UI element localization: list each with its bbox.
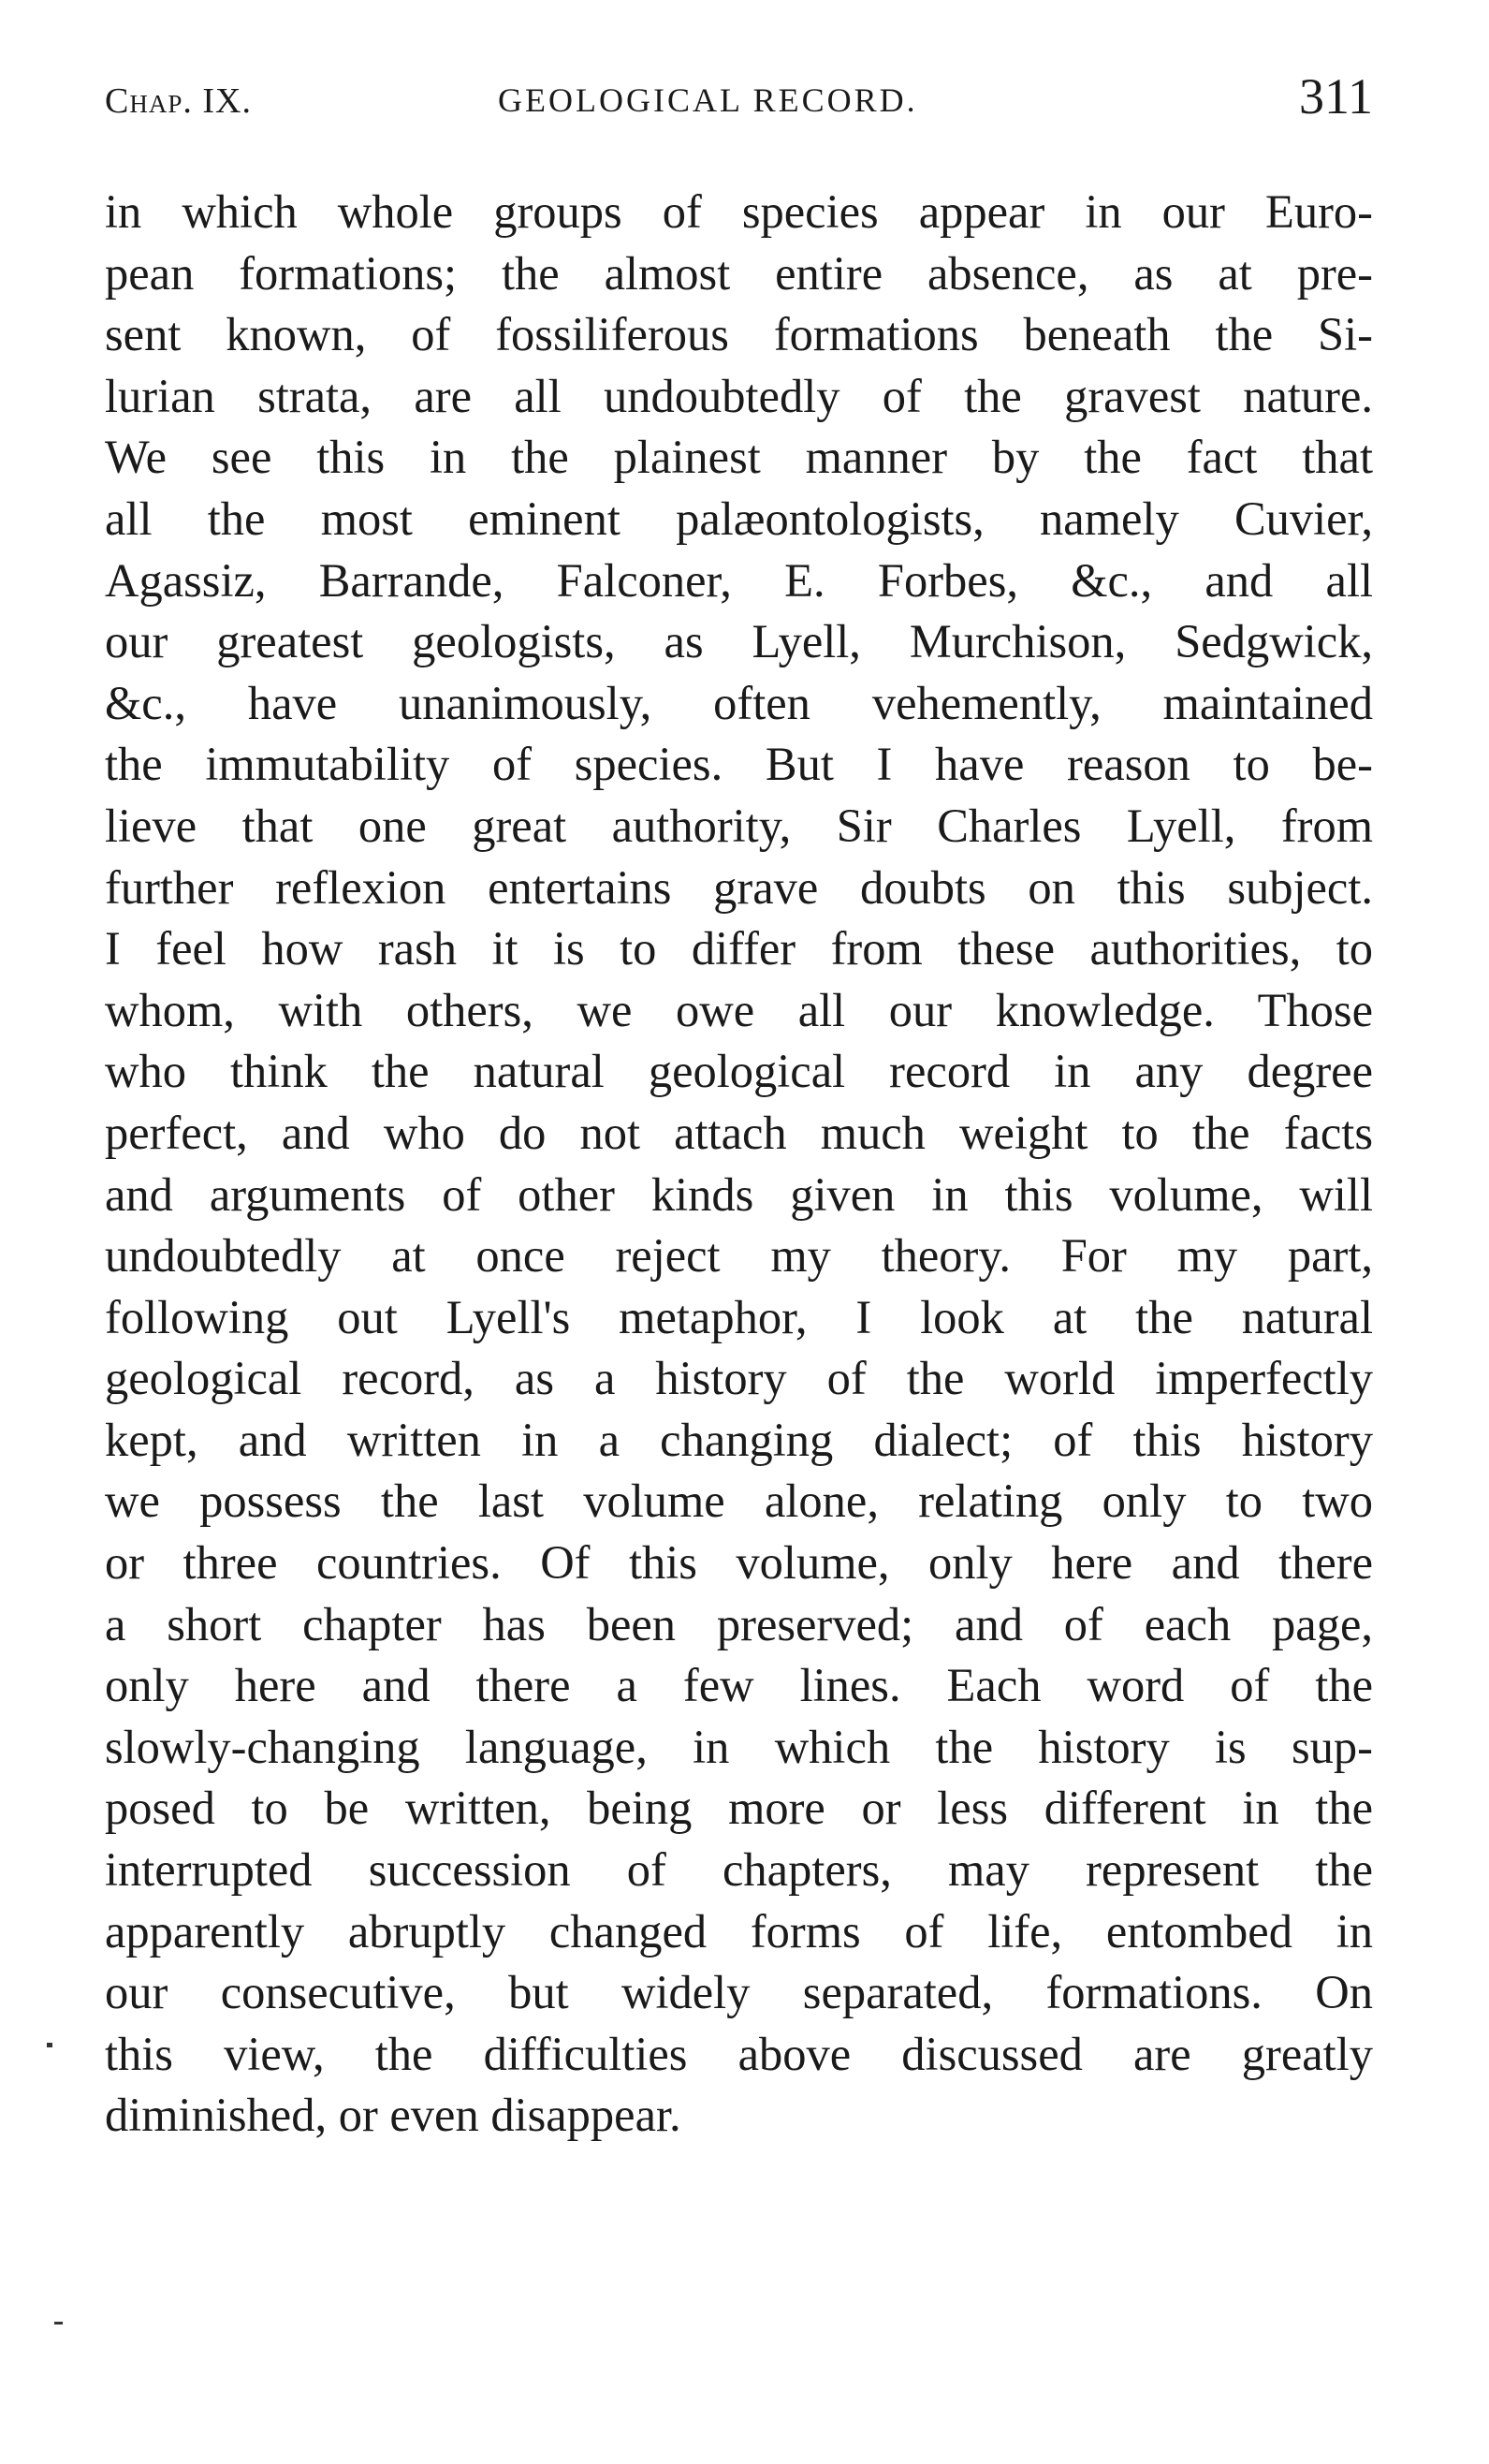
running-title: GEOLOGICAL RECORD. [498,81,918,119]
text-line: further reflexion entertains grave doubts on this subject. [105,860,1373,914]
text-line: kept, and written in a changing dialect; of this history [105,1413,1373,1466]
text-line: the immutability of species. But I have reason to be- [105,738,1373,791]
text-line: in which whole groups of species appear in our Euro- [105,185,1373,238]
text-line: only here and there a few lines. Each word of the [105,1659,1373,1712]
body-text [105,182,1373,2147]
text-line: whom, with others, we owe all our knowledge. Those [105,983,1373,1036]
text-line: apparently abruptly changed forms of life, entombed in [105,1904,1373,1958]
text-line: all the most eminent palæontologists, namely Cuvier, [105,491,1373,545]
chapter-label: Chap. IX. [105,81,252,121]
text-line: Agassiz, Barrande, Falconer, E. Forbes, &c., and all [105,553,1373,607]
text-line: this view, the difficulties above discussed are greatly [105,2027,1373,2080]
text-line: slowly-changing language, in which the history is sup- [105,1720,1373,1773]
text-line: following out Lyell's metaphor, I look at the natural [105,1290,1373,1343]
text-line: perfect, and who do not attach much weight to the facts [105,1106,1373,1159]
text-line: or three countries. Of this volume, only here and there [105,1536,1373,1590]
page-number: 311 [1299,68,1373,125]
text-line: and arguments of other kinds given in this volume, will [105,1167,1373,1221]
text-line: our consecutive, but widely separated, formations. On [105,1966,1373,2019]
text-line: we possess the last volume alone, relating only to two [105,1474,1373,1528]
margin-speck [47,2043,52,2047]
text-line: diminished, or even disappear. [105,2089,681,2142]
text-line: a short chapter has been preserved; and of each page, [105,1597,1373,1650]
text-line: sent known, of fossiliferous formations beneath the Si- [105,308,1373,361]
text-line: &c., have unanimously, often vehemently, maintained [105,676,1373,729]
text-line: We see this in the plainest manner by the fact that [105,431,1373,484]
text-line: interrupted succession of chapters, may represent the [105,1843,1373,1897]
text-line: lieve that one great authority, Sir Charles Lyell, from [105,799,1373,852]
text-line: I feel how rash it is to differ from these authorities, to [105,922,1373,975]
text-line: geological record, as a history of the world imperfectly [105,1352,1373,1405]
text-line: lurian strata, are all undoubtedly of the gravest nature. [105,369,1373,422]
text-line: posed to be written, being more or less different in the [105,1782,1373,1835]
text-line: our greatest geologists, as Lyell, Murchison, Sedgwick, [105,615,1373,668]
text-line: pean formations; the almost entire absence, as at pre- [105,246,1373,300]
text-line: who think the natural geological record in any degree [105,1045,1373,1098]
running-head [105,67,1373,133]
text-line: undoubtedly at once reject my theory. For my part, [105,1229,1373,1283]
margin-speck [54,2322,63,2325]
